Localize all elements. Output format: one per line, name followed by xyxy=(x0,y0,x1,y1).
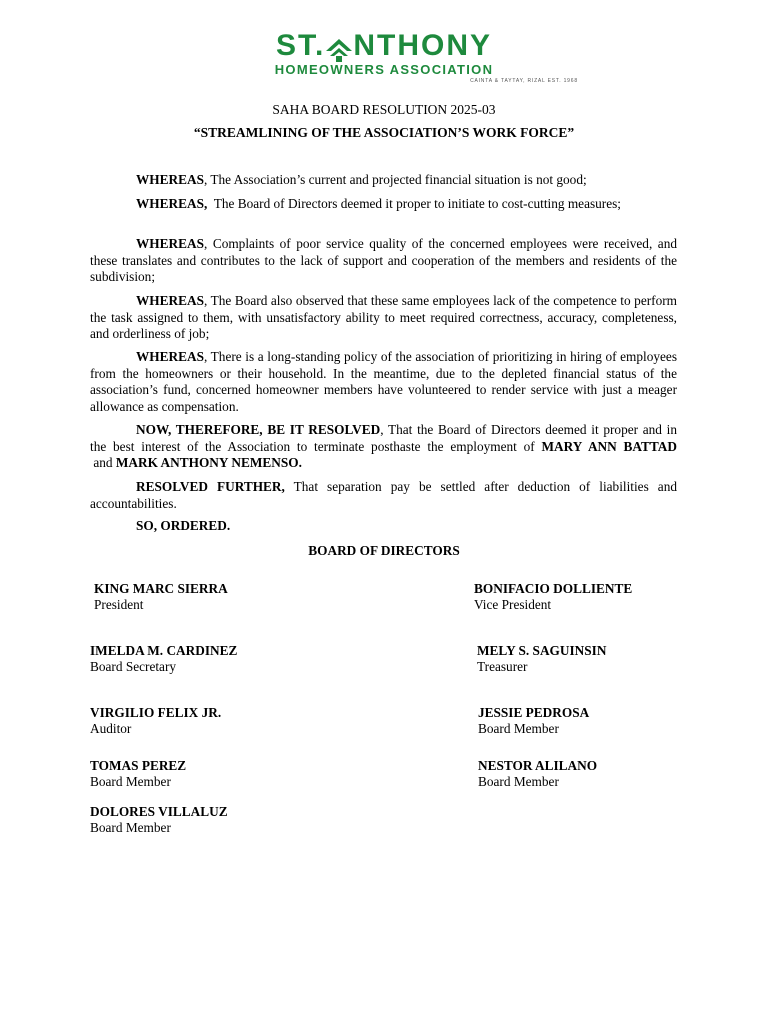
signatory xyxy=(478,705,589,737)
whereas-lead: WHEREAS xyxy=(136,172,204,187)
whereas-paragraph-2 xyxy=(90,196,677,213)
association-logo xyxy=(0,30,768,85)
signatory xyxy=(478,758,597,790)
signatory-role: Vice President xyxy=(474,597,552,612)
whereas-lead: WHEREAS xyxy=(136,236,204,251)
signatory xyxy=(90,705,221,737)
resolved-conjunction: and xyxy=(90,455,116,470)
resolved-paragraph xyxy=(90,422,677,472)
whereas-lead: WHEREAS xyxy=(136,293,204,308)
whereas-paragraph-1 xyxy=(90,172,677,189)
signatory-role: Auditor xyxy=(90,721,132,736)
signatory xyxy=(94,581,228,613)
whereas-text: , The Board also observed that these same employees lack of the competence to perform the task assigned to them, with unsatisfactory ability to meet required correctness, accuracy, completeness, and orderliness of job; xyxy=(90,293,677,341)
signatory-name: VIRGILIO FELIX JR. xyxy=(90,705,222,720)
logo-tagline: CAINTA & TAYTAY, RIZAL EST. 1968 xyxy=(470,78,578,84)
signatory-name: TOMAS PEREZ xyxy=(90,758,187,773)
whereas-text: , There is a long-standing policy of the association of prioritizing in hiring of employees from the homeowners or their household. In the meantime, due to the depleted financial status of the association’s fund, concerned homeowner members have volunteered to render service with just a meager allowance as compensation. xyxy=(90,349,677,414)
so-ordered-paragraph xyxy=(90,518,677,535)
signatory-name: JESSIE PEDROSA xyxy=(478,705,590,720)
signatory-name: IMELDA M. CARDINEZ xyxy=(90,643,238,658)
signatory xyxy=(477,643,606,675)
signatory-name: MELY S. SAGUINSIN xyxy=(477,643,607,658)
signatory-name: KING MARC SIERRA xyxy=(94,581,228,596)
signatory-role: Treasurer xyxy=(477,659,528,674)
signatory-name: DOLORES VILLALUZ xyxy=(90,804,228,819)
whereas-lead: WHEREAS xyxy=(136,349,204,364)
resolved-text: , That the Board of Directors deemed it proper and in the best interest of the Association to terminate posthaste the employment of xyxy=(90,422,677,454)
whereas-lead: WHEREAS, xyxy=(136,196,208,211)
resolved-further-lead: RESOLVED FURTHER, xyxy=(136,479,285,494)
signatory xyxy=(90,643,237,675)
whereas-text: , The Association’s current and projected financial situation is not good; xyxy=(203,172,587,187)
resolved-further-text: That separation pay be settled after deduction of liabilities and accountabilities. xyxy=(90,479,677,511)
signatory xyxy=(90,804,228,836)
so-ordered: SO, ORDERED. xyxy=(136,518,231,533)
logo-name-part2: NTHONY xyxy=(353,29,493,62)
signatory-role: Board Member xyxy=(478,721,559,736)
signatory xyxy=(474,581,632,613)
whereas-paragraph-3 xyxy=(90,236,677,286)
whereas-paragraph-5 xyxy=(90,349,677,415)
logo-name-part1: ST. xyxy=(275,29,326,62)
resolved-further-paragraph xyxy=(90,479,677,512)
signatory-role: Board Member xyxy=(478,774,559,789)
signatory-role: President xyxy=(94,597,144,612)
signatory-role: Board Secretary xyxy=(90,659,177,674)
logo-subtitle: HOMEOWNERS ASSOCIATION xyxy=(274,62,494,77)
signatory-role: Board Member xyxy=(90,774,171,789)
terminated-employee-1: MARY ANN BATTAD xyxy=(541,438,677,454)
board-heading: BOARD OF DIRECTORS xyxy=(308,543,460,558)
signatory xyxy=(90,758,186,790)
signatory-name: NESTOR ALILANO xyxy=(478,758,598,773)
house-roof-icon xyxy=(326,38,352,62)
signatory-name: BONIFACIO DOLLIENTE xyxy=(474,581,633,596)
logo-wordmark xyxy=(276,30,492,62)
terminated-employee-2: MARK ANTHONY NEMENSO. xyxy=(115,455,302,470)
resolution-number: SAHA BOARD RESOLUTION 2025-03 xyxy=(272,102,496,117)
whereas-text: The Board of Directors deemed it proper to initiate to cost-cutting measures; xyxy=(207,196,621,211)
resolved-lead: NOW, THEREFORE, BE IT RESOLVED xyxy=(136,422,381,437)
whereas-text: , Complaints of poor service quality of the concerned employees were received, and these translates and contributes to the lack of support and cooperation of the members and residents of the subdivision; xyxy=(90,236,677,284)
resolution-title: “STREAMLINING OF THE ASSOCIATION’S WORK FORCE” xyxy=(193,125,575,140)
signatory-role: Board Member xyxy=(90,820,171,835)
whereas-paragraph-4 xyxy=(90,293,677,343)
